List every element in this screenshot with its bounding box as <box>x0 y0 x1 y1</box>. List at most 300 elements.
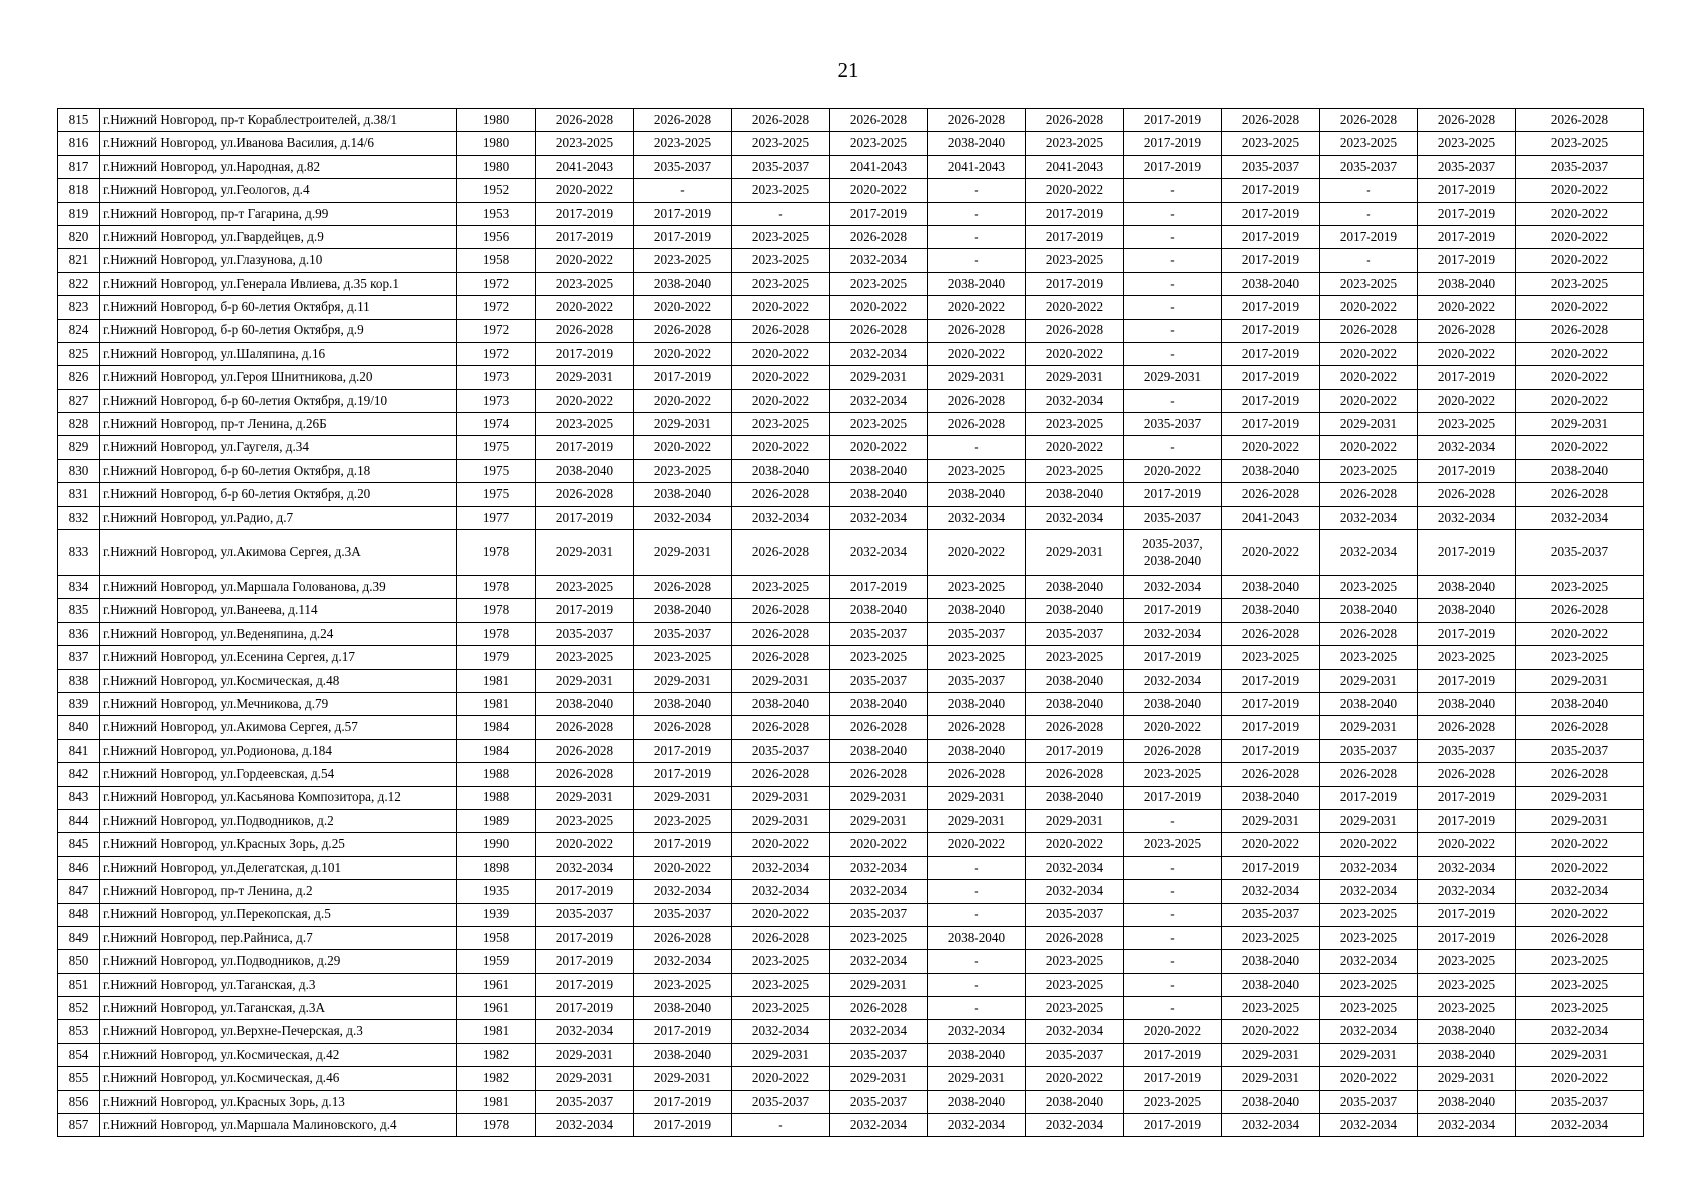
period-cell: 2023-2025 <box>1516 973 1644 996</box>
table-row <box>58 786 1644 809</box>
table-row <box>58 809 1644 832</box>
period-cell: 2029-2031 <box>732 809 830 832</box>
period-cell: 2032-2034 <box>1320 506 1418 529</box>
row-number-cell: 832 <box>58 506 100 529</box>
period-cell: 2038-2040 <box>928 692 1026 715</box>
period-cell: 2026-2028 <box>1026 109 1124 132</box>
period-cell: 2017-2019 <box>1124 1067 1222 1090</box>
period-cell: 2023-2025 <box>536 576 634 599</box>
period-cell: 2029-2031 <box>928 786 1026 809</box>
period-cell: 2017-2019 <box>1124 786 1222 809</box>
period-cell: 2020-2022 <box>1320 1067 1418 1090</box>
period-cell: - <box>928 436 1026 459</box>
address-cell: г.Нижний Новгород, пер.Райниса, д.7 <box>100 926 457 949</box>
period-cell: 2017-2019 <box>634 1114 732 1137</box>
period-cell: 2026-2028 <box>536 319 634 342</box>
year-cell: 1978 <box>457 622 536 645</box>
period-cell: 2026-2028 <box>536 716 634 739</box>
year-cell: 1988 <box>457 786 536 809</box>
period-cell: 2020-2022 <box>1516 342 1644 365</box>
table-row <box>58 413 1644 436</box>
period-cell: 2029-2031 <box>634 1067 732 1090</box>
period-cell: 2038-2040 <box>1222 576 1320 599</box>
period-cell: 2035-2037 <box>928 622 1026 645</box>
period-cell: 2026-2028 <box>1418 319 1516 342</box>
period-cell: 2020-2022 <box>928 833 1026 856</box>
year-cell: 1974 <box>457 413 536 436</box>
period-cell: 2035-2037 <box>1320 155 1418 178</box>
period-cell: 2020-2022 <box>1516 833 1644 856</box>
period-cell: 2017-2019 <box>634 225 732 248</box>
period-cell: 2020-2022 <box>1516 856 1644 879</box>
address-cell: г.Нижний Новгород, ул.Радио, д.7 <box>100 506 457 529</box>
row-number-cell: 838 <box>58 669 100 692</box>
period-cell: 2032-2034 <box>1516 1020 1644 1043</box>
period-cell: 2020-2022 <box>536 296 634 319</box>
year-cell: 1979 <box>457 646 536 669</box>
table-row <box>58 530 1644 576</box>
period-cell: 2020-2022 <box>1516 179 1644 202</box>
period-cell: 2017-2019 <box>536 436 634 459</box>
period-cell: 2029-2031 <box>1516 669 1644 692</box>
period-cell: 2029-2031 <box>1222 1043 1320 1066</box>
period-cell: 2023-2025 <box>830 646 928 669</box>
table-row <box>58 1067 1644 1090</box>
period-cell: - <box>1320 179 1418 202</box>
period-cell: 2023-2025 <box>928 646 1026 669</box>
period-cell: 2026-2028 <box>928 389 1026 412</box>
address-cell: г.Нижний Новгород, пр-т Кораблестроителей, д.38/1 <box>100 109 457 132</box>
period-cell: 2017-2019 <box>1418 179 1516 202</box>
address-cell: г.Нижний Новгород, ул.Мечникова, д.79 <box>100 692 457 715</box>
period-cell: 2029-2031 <box>1026 530 1124 576</box>
period-cell: 2029-2031 <box>830 366 928 389</box>
period-cell: 2026-2028 <box>732 109 830 132</box>
period-cell: 2032-2034 <box>830 880 928 903</box>
period-cell: 2020-2022 <box>1124 1020 1222 1043</box>
address-cell: г.Нижний Новгород, ул.Таганская, д.3А <box>100 997 457 1020</box>
period-cell: 2029-2031 <box>1320 669 1418 692</box>
period-cell: 2035-2037 <box>830 903 928 926</box>
address-cell: г.Нижний Новгород, пр-т Гагарина, д.99 <box>100 202 457 225</box>
period-cell: 2026-2028 <box>1516 319 1644 342</box>
period-cell: 2017-2019 <box>634 739 732 762</box>
period-cell: 2017-2019 <box>1418 459 1516 482</box>
period-cell: 2023-2025 <box>1222 132 1320 155</box>
year-cell: 1935 <box>457 880 536 903</box>
period-cell: 2035-2037 <box>536 1090 634 1113</box>
period-cell: 2038-2040 <box>1418 272 1516 295</box>
table-row <box>58 833 1644 856</box>
period-cell: 2026-2028 <box>536 739 634 762</box>
year-cell: 1975 <box>457 459 536 482</box>
period-cell: - <box>1124 436 1222 459</box>
period-cell: 2023-2025 <box>1124 1090 1222 1113</box>
table-row <box>58 997 1644 1020</box>
period-cell: 2023-2025 <box>1222 997 1320 1020</box>
period-cell: - <box>1124 950 1222 973</box>
row-number-cell: 823 <box>58 296 100 319</box>
period-cell: 2020-2022 <box>1222 833 1320 856</box>
period-cell: 2032-2034 <box>1418 880 1516 903</box>
period-cell: 2026-2028 <box>928 413 1026 436</box>
period-cell: 2017-2019 <box>536 926 634 949</box>
period-cell: 2017-2019 <box>536 506 634 529</box>
row-number-cell: 819 <box>58 202 100 225</box>
year-cell: 1981 <box>457 669 536 692</box>
period-cell: 2020-2022 <box>928 296 1026 319</box>
period-cell: 2035-2037 <box>1222 155 1320 178</box>
period-cell: 2026-2028 <box>1320 622 1418 645</box>
period-cell: 2023-2025 <box>1124 833 1222 856</box>
period-cell: 2020-2022 <box>1026 342 1124 365</box>
period-cell: 2038-2040 <box>1222 1090 1320 1113</box>
period-cell: 2035-2037 <box>1418 155 1516 178</box>
period-cell: 2017-2019 <box>1124 1114 1222 1137</box>
period-cell: 2032-2034 <box>830 389 928 412</box>
period-cell: 2038-2040 <box>1026 483 1124 506</box>
period-cell: 2017-2019 <box>1222 296 1320 319</box>
period-cell: 2038-2040 <box>928 739 1026 762</box>
period-cell: 2017-2019 <box>1222 692 1320 715</box>
period-cell: 2026-2028 <box>1026 716 1124 739</box>
period-cell: 2017-2019 <box>1124 132 1222 155</box>
period-cell: 2026-2028 <box>830 225 928 248</box>
period-cell: 2029-2031 <box>1222 1067 1320 1090</box>
period-cell: 2023-2025 <box>1026 132 1124 155</box>
period-cell: - <box>928 880 1026 903</box>
period-cell: 2017-2019 <box>1418 622 1516 645</box>
period-cell: 2026-2028 <box>830 716 928 739</box>
period-cell: 2035-2037 <box>1026 903 1124 926</box>
period-cell: 2032-2034 <box>1516 1114 1644 1137</box>
period-cell: 2032-2034 <box>928 506 1026 529</box>
period-cell: 2029-2031 <box>1418 1067 1516 1090</box>
year-cell: 1961 <box>457 973 536 996</box>
row-number-cell: 829 <box>58 436 100 459</box>
period-cell: 2032-2034 <box>830 1020 928 1043</box>
row-number-cell: 847 <box>58 880 100 903</box>
period-cell: 2032-2034 <box>1026 1114 1124 1137</box>
address-cell: г.Нижний Новгород, ул.Глазунова, д.10 <box>100 249 457 272</box>
year-cell: 1981 <box>457 692 536 715</box>
address-cell: г.Нижний Новгород, пр-т Ленина, д.2 <box>100 880 457 903</box>
period-cell: 2020-2022 <box>1516 249 1644 272</box>
table-row <box>58 179 1644 202</box>
period-cell: 2026-2028 <box>732 622 830 645</box>
period-cell: 2017-2019 <box>1222 319 1320 342</box>
period-cell: 2029-2031 <box>536 669 634 692</box>
table-row <box>58 202 1644 225</box>
table-row <box>58 225 1644 248</box>
period-cell: 2029-2031 <box>1516 809 1644 832</box>
period-cell: 2026-2028 <box>1418 109 1516 132</box>
period-cell: 2017-2019 <box>536 342 634 365</box>
period-cell: 2023-2025 <box>1026 950 1124 973</box>
row-number-cell: 828 <box>58 413 100 436</box>
period-cell: - <box>928 856 1026 879</box>
period-cell: 2023-2025 <box>732 249 830 272</box>
period-cell: 2029-2031 <box>634 413 732 436</box>
period-cell: 2020-2022 <box>634 296 732 319</box>
period-cell: 2017-2019 <box>1222 366 1320 389</box>
period-cell: 2023-2025 <box>634 132 732 155</box>
period-cell: - <box>1320 202 1418 225</box>
period-cell: - <box>928 249 1026 272</box>
row-number-cell: 824 <box>58 319 100 342</box>
period-cell: 2038-2040 <box>1026 692 1124 715</box>
period-cell: 2020-2022 <box>1222 436 1320 459</box>
period-cell: 2023-2025 <box>1026 973 1124 996</box>
period-cell: 2026-2028 <box>634 319 732 342</box>
period-cell: 2026-2028 <box>1320 319 1418 342</box>
address-cell: г.Нижний Новгород, ул.Верхне-Печерская, д.3 <box>100 1020 457 1043</box>
period-cell: 2020-2022 <box>536 833 634 856</box>
table-row <box>58 319 1644 342</box>
period-cell: - <box>732 202 830 225</box>
period-cell: 2023-2025 <box>830 926 928 949</box>
period-cell: 2026-2028 <box>732 716 830 739</box>
period-cell: 2017-2019 <box>1222 249 1320 272</box>
period-cell: 2026-2028 <box>928 319 1026 342</box>
period-cell: 2026-2028 <box>1026 763 1124 786</box>
row-number-cell: 844 <box>58 809 100 832</box>
period-cell: 2020-2022 <box>634 436 732 459</box>
address-cell: г.Нижний Новгород, ул.Космическая, д.42 <box>100 1043 457 1066</box>
period-cell: 2038-2040 <box>536 459 634 482</box>
period-cell: 2041-2043 <box>830 155 928 178</box>
period-cell: 2029-2031 <box>928 366 1026 389</box>
period-cell: - <box>1124 296 1222 319</box>
period-cell: 2026-2028 <box>732 319 830 342</box>
period-cell: 2020-2022 <box>1026 296 1124 319</box>
period-cell: 2038-2040 <box>1124 692 1222 715</box>
period-cell: 2038-2040 <box>928 1090 1026 1113</box>
period-cell: 2017-2019 <box>536 599 634 622</box>
period-cell: - <box>1124 389 1222 412</box>
address-cell: г.Нижний Новгород, ул.Таганская, д.3 <box>100 973 457 996</box>
period-cell: 2032-2034 <box>1222 1114 1320 1137</box>
period-cell: 2020-2022 <box>536 179 634 202</box>
period-cell: 2023-2025 <box>1320 646 1418 669</box>
row-number-cell: 843 <box>58 786 100 809</box>
period-cell: 2020-2022 <box>1516 296 1644 319</box>
period-cell: 2026-2028 <box>1026 319 1124 342</box>
period-cell: 2029-2031 <box>1516 413 1644 436</box>
row-number-cell: 856 <box>58 1090 100 1113</box>
year-cell: 1990 <box>457 833 536 856</box>
period-cell: - <box>1124 272 1222 295</box>
year-cell: 1972 <box>457 342 536 365</box>
row-number-cell: 817 <box>58 155 100 178</box>
period-cell: 2038-2040 <box>928 599 1026 622</box>
period-cell: 2017-2019 <box>1026 739 1124 762</box>
row-number-cell: 841 <box>58 739 100 762</box>
period-cell: 2032-2034 <box>1418 506 1516 529</box>
year-cell: 1953 <box>457 202 536 225</box>
period-cell: 2032-2034 <box>1418 1114 1516 1137</box>
period-cell: 2026-2028 <box>732 646 830 669</box>
period-cell: 2020-2022 <box>1124 459 1222 482</box>
period-cell: 2020-2022 <box>1320 389 1418 412</box>
year-cell: 1989 <box>457 809 536 832</box>
period-cell: 2023-2025 <box>1418 132 1516 155</box>
period-cell: 2020-2022 <box>1320 296 1418 319</box>
period-cell: 2029-2031 <box>634 530 732 576</box>
period-cell: 2023-2025 <box>732 225 830 248</box>
period-cell: 2023-2025 <box>1320 997 1418 1020</box>
period-cell: 2026-2028 <box>830 109 928 132</box>
page-number: 21 <box>837 58 859 82</box>
period-cell: 2035-2037 <box>830 1090 928 1113</box>
row-number-cell: 845 <box>58 833 100 856</box>
period-cell: 2029-2031 <box>928 1067 1026 1090</box>
period-cell: 2026-2028 <box>732 926 830 949</box>
row-number-cell: 818 <box>58 179 100 202</box>
period-cell: 2023-2025 <box>1026 413 1124 436</box>
row-number-cell: 846 <box>58 856 100 879</box>
address-cell: г.Нижний Новгород, ул.Ванеева, д.114 <box>100 599 457 622</box>
row-number-cell: 826 <box>58 366 100 389</box>
year-cell: 1975 <box>457 436 536 459</box>
year-cell: 1956 <box>457 225 536 248</box>
period-cell: 2023-2025 <box>732 272 830 295</box>
period-cell: 2017-2019 <box>1418 926 1516 949</box>
period-cell: 2023-2025 <box>1516 132 1644 155</box>
row-number-cell: 837 <box>58 646 100 669</box>
period-cell: 2017-2019 <box>634 1020 732 1043</box>
period-cell: 2017-2019 <box>1124 599 1222 622</box>
year-cell: 1978 <box>457 530 536 576</box>
period-cell: 2026-2028 <box>634 576 732 599</box>
table-row <box>58 155 1644 178</box>
period-cell: - <box>1124 926 1222 949</box>
address-cell: г.Нижний Новгород, ул.Народная, д.82 <box>100 155 457 178</box>
period-cell: - <box>928 179 1026 202</box>
period-cell: 2020-2022 <box>830 179 928 202</box>
period-cell: 2023-2025 <box>634 249 732 272</box>
period-cell: 2032-2034 <box>830 950 928 973</box>
year-cell: 1972 <box>457 296 536 319</box>
period-cell: 2017-2019 <box>1222 342 1320 365</box>
address-cell: г.Нижний Новгород, ул.Есенина Сергея, д.17 <box>100 646 457 669</box>
period-cell: 2026-2028 <box>536 109 634 132</box>
row-number-cell: 830 <box>58 459 100 482</box>
period-cell: 2020-2022 <box>1320 342 1418 365</box>
period-cell: 2026-2028 <box>1222 483 1320 506</box>
table-row <box>58 1090 1644 1113</box>
period-cell: 2029-2031 <box>634 669 732 692</box>
period-cell: 2035-2037 <box>1222 903 1320 926</box>
period-cell: - <box>928 973 1026 996</box>
period-cell: 2032-2034 <box>536 1020 634 1043</box>
table-row <box>58 973 1644 996</box>
address-cell: г.Нижний Новгород, б-р 60-летия Октября, д.18 <box>100 459 457 482</box>
period-cell: 2026-2028 <box>1026 926 1124 949</box>
period-cell: 2020-2022 <box>1320 833 1418 856</box>
period-cell: 2020-2022 <box>1516 436 1644 459</box>
year-cell: 1981 <box>457 1090 536 1113</box>
period-cell: 2038-2040 <box>1026 599 1124 622</box>
period-cell: 2038-2040 <box>928 926 1026 949</box>
period-cell: 2017-2019 <box>634 366 732 389</box>
period-cell: 2023-2025 <box>536 646 634 669</box>
period-cell: 2032-2034 <box>1418 436 1516 459</box>
table-row <box>58 506 1644 529</box>
period-cell: 2020-2022 <box>634 389 732 412</box>
period-cell: 2017-2019 <box>536 997 634 1020</box>
table-row <box>58 109 1644 132</box>
table-body <box>58 109 1644 1137</box>
table-row <box>58 272 1644 295</box>
period-cell: 2020-2022 <box>1516 903 1644 926</box>
period-cell: 2026-2028 <box>1222 763 1320 786</box>
period-cell: 2017-2019 <box>1418 786 1516 809</box>
period-cell: 2038-2040 <box>732 459 830 482</box>
period-cell: 2026-2028 <box>1124 739 1222 762</box>
table-row <box>58 763 1644 786</box>
period-cell: 2020-2022 <box>1124 716 1222 739</box>
period-cell: 2038-2040 <box>1418 1090 1516 1113</box>
table-row <box>58 950 1644 973</box>
period-cell: 2038-2040 <box>830 599 928 622</box>
year-cell: 1988 <box>457 763 536 786</box>
period-cell: 2020-2022 <box>1516 225 1644 248</box>
period-cell: 2020-2022 <box>732 296 830 319</box>
period-cell: - <box>1320 249 1418 272</box>
period-cell: - <box>928 950 1026 973</box>
period-cell: 2017-2019 <box>1418 669 1516 692</box>
period-cell: 2017-2019 <box>1124 1043 1222 1066</box>
year-cell: 1959 <box>457 950 536 973</box>
period-cell: 2020-2022 <box>928 530 1026 576</box>
table-row <box>58 249 1644 272</box>
year-cell: 1984 <box>457 739 536 762</box>
period-cell: 2038-2040 <box>830 459 928 482</box>
period-cell: 2032-2034 <box>1320 1020 1418 1043</box>
period-cell: 2023-2025 <box>1026 249 1124 272</box>
period-cell: 2026-2028 <box>1516 109 1644 132</box>
period-cell: - <box>1124 319 1222 342</box>
period-cell: 2017-2019 <box>1222 202 1320 225</box>
period-cell: 2020-2022 <box>1222 1020 1320 1043</box>
period-cell: 2032-2034 <box>1320 530 1418 576</box>
period-cell: 2026-2028 <box>1516 716 1644 739</box>
period-cell: 2026-2028 <box>634 926 732 949</box>
period-cell: 2023-2025 <box>536 132 634 155</box>
period-cell: 2020-2022 <box>1026 833 1124 856</box>
address-cell: г.Нижний Новгород, ул.Делегатская, д.101 <box>100 856 457 879</box>
period-cell: 2023-2025 <box>732 973 830 996</box>
period-cell: 2035-2037 <box>536 622 634 645</box>
row-number-cell: 833 <box>58 530 100 576</box>
table-row <box>58 622 1644 645</box>
table-row <box>58 1114 1644 1137</box>
period-cell: 2029-2031 <box>830 809 928 832</box>
period-cell: 2023-2025 <box>1320 132 1418 155</box>
period-cell: - <box>928 997 1026 1020</box>
period-cell: 2038-2040 <box>634 483 732 506</box>
period-cell: 2017-2019 <box>1418 366 1516 389</box>
table-row <box>58 739 1644 762</box>
period-cell: 2029-2031 <box>536 530 634 576</box>
row-number-cell: 821 <box>58 249 100 272</box>
address-cell: г.Нижний Новгород, ул.Акимова Сергея, д.57 <box>100 716 457 739</box>
period-cell: 2032-2034 <box>928 1020 1026 1043</box>
period-cell: 2035-2037 <box>536 903 634 926</box>
period-cell: 2023-2025 <box>1222 926 1320 949</box>
address-cell: г.Нижний Новгород, ул.Гаугеля, д.34 <box>100 436 457 459</box>
